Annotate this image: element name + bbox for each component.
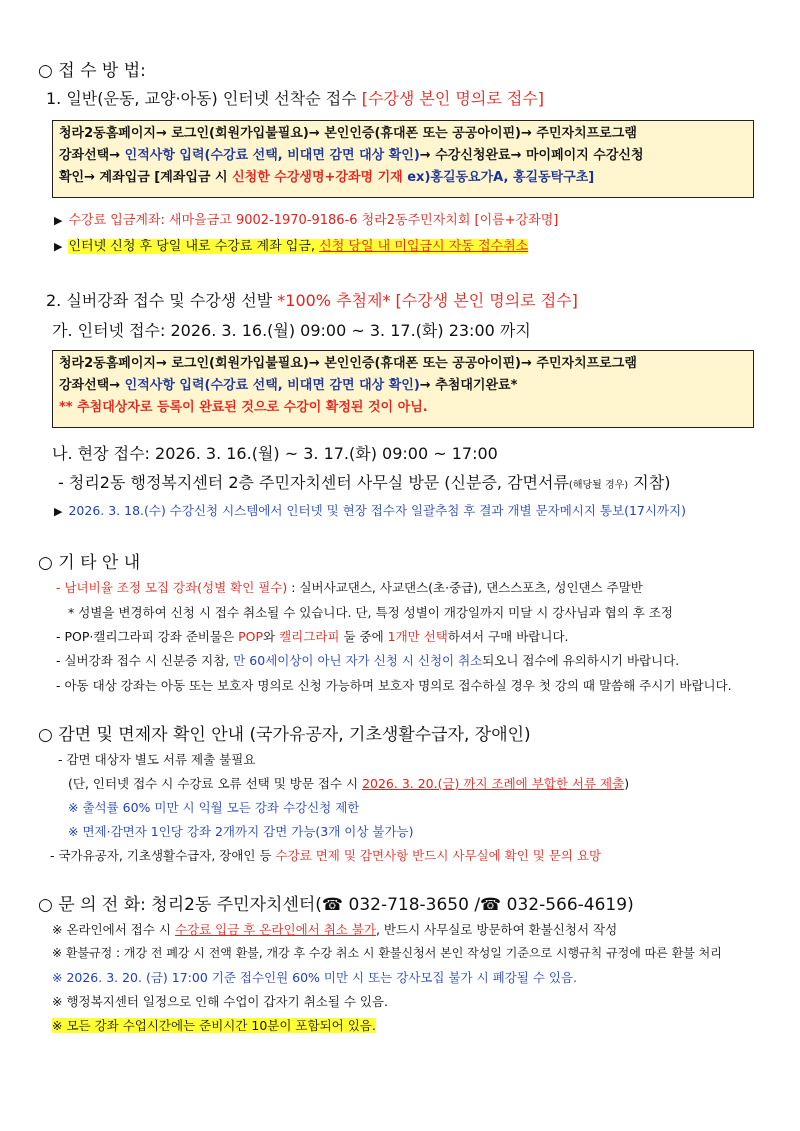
silver-id-age-warning: 만 60세이상이 아닌 자가 신청 시 신청이 취소	[233, 653, 483, 668]
discount-exception-end: )	[624, 776, 630, 791]
online-period: 가. 인터넷 접수: 2026. 3. 16.(월) 09:00 ~ 3. 17.(화) 23:00 까지	[52, 321, 531, 340]
supplies-text-e: 둘 중에	[339, 629, 388, 644]
attendance-rule: ※ 출석률 60% 미만 시 익월 모든 강좌 수강신청 제한	[68, 800, 360, 815]
online-cancel-warning: 수강료 입금 후 온라인에서 취소 불가	[174, 922, 376, 937]
online-cancel-instruction: , 반드시 사무실로 방문하여 환불신청서 작성	[375, 922, 618, 937]
discount-exception-text: (단, 인터넷 접수 시 수강료 오류 선택 및 방문 접수 시	[68, 776, 363, 791]
triangle-bullet-icon: ▶	[54, 505, 63, 518]
child-course-line: - 아동 대상 강좌는 아동 또는 보호자 명의로 신청 가능하며 보호자 명의로 접수하실 경우 첫 강의 때 말씀해 주시기 바랍니다.	[56, 678, 732, 693]
deposit-deadline-text: 인터넷 신청 후 당일 내로 수강료 계좌 입금,	[68, 239, 320, 254]
general-steps-box	[52, 120, 754, 198]
onsite-period: 나. 현장 접수: 2026. 3. 16.(월) ~ 3. 17.(화) 09:00 ~ 17:00	[52, 444, 498, 463]
deposit-deadline-line	[54, 235, 528, 254]
general-course-label: 1. 일반(운동, 교양·아동) 인터넷 선착순 접수	[46, 89, 362, 108]
silver-course-note: *100% 추첨제* [수강생 본인 명의로 접수]	[277, 291, 578, 310]
refund-rule: ※ 환불규정 : 개강 전 폐강 시 전액 환불, 개강 후 수강 취소 시 환불신청서 본인 작성일 기준으로 시행규칙 규정에 따른 환불 처리	[52, 946, 722, 960]
triangle-bullet-icon: ▶	[54, 240, 63, 253]
section-heading-discount: ○ 감면 및 면제자 확인 안내 (국가유공자, 기초생활수급자, 장애인)	[38, 725, 531, 745]
online-cancel-text: ※ 온라인에서 접수 시	[52, 922, 175, 937]
box1-line2a: 강좌선택→	[59, 148, 125, 163]
supplies-pop: POP	[238, 629, 264, 644]
silver-course-label: 2. 실버강좌 접수 및 수강생 선발	[46, 291, 278, 310]
silver-course-title	[46, 288, 578, 311]
onsite-detail	[58, 470, 670, 493]
closure-rule: ※ 2026. 3. 20. (금) 17:00 기준 접수인원 60% 미만 시 또는 강사모집 불가 시 폐강될 수 있음.	[52, 970, 578, 985]
silver-id-text-a: - 실버강좌 접수 시 신분증 지참,	[56, 653, 234, 668]
discount-deadline: 2026. 3. 20.(금) 까지 조례에 부합한 서류 제출	[362, 776, 625, 791]
bank-account-line	[54, 209, 558, 228]
silver-steps-box	[52, 350, 754, 428]
onsite-detail-text: - 청리2동 행정복지센터 2층 주민자치센터 사무실 방문 (신분증, 감면서류	[58, 473, 569, 492]
gender-ratio-courses: : 실버사교댄스, 사교댄스(초·중급), 댄스스포츠, 성인댄스 주말반	[287, 580, 643, 595]
discount-limit-rule: ※ 면제·감면자 1인당 강좌 2개까지 감면 가능(3개 이상 불가능)	[68, 824, 414, 839]
supplies-text-g: 하셔서 구매 바랍니다.	[447, 629, 569, 644]
general-course-note: [수강생 본인 명의로 접수]	[361, 89, 545, 108]
box1-line1: 청라2동홈페이지→ 로그인(회원가입불필요)→ 본인인증(휴대폰 또는 공공아이핀)→ 주민자치프로그램	[59, 126, 637, 141]
box2-line2c: → 추첨대기완료*	[419, 378, 518, 393]
supplies-text-a: - POP·캘리그라피 강좌 준비물은	[56, 629, 239, 644]
general-course-title	[46, 86, 544, 109]
prep-time-text: ※ 모든 강좌 수업시간에는 준비시간 10분이 포함되어 있음.	[52, 1018, 376, 1033]
online-cancel-line	[52, 920, 617, 938]
triangle-bullet-icon: ▶	[54, 214, 63, 227]
section-heading-other: ○ 기 타 안 내	[38, 553, 141, 573]
discount-exception-line	[68, 774, 629, 792]
supplies-choose-one: 1개만 선택	[387, 629, 448, 644]
prep-time-rule	[52, 1016, 376, 1034]
schedule-cancel-rule: ※ 행정복지센터 일정으로 인해 수업이 갑자기 취소될 수 있음.	[52, 994, 389, 1009]
box1-line2c: → 수강신청완료→ 마이페이지 수강신청	[419, 148, 644, 163]
box2-line2b: 인적사항 입력(수강료 선택, 비대면 감면 대상 확인)	[124, 378, 420, 393]
box1-line3c: ex)홍길동요가A, 홍길동탁구초]	[402, 170, 595, 185]
supplies-text-c: 와	[263, 629, 280, 644]
discount-inquiry-required: 수강료 면제 및 감면사항 반드시 사무실에 확인 및 문의 요망	[275, 848, 602, 863]
box2-line3: ** 추첨대상자로 등록이 완료된 것으로 수강이 확정된 것이 아님.	[59, 400, 428, 415]
discount-inquiry-line	[50, 846, 601, 864]
box1-line3a: 확인→ 계좌입금 [계좌입금 시	[59, 170, 233, 185]
section-heading-contact: ○ 문 의 전 화: 청리2동 주민자치센터(☎ 032-718-3650 /☎ 032-566-4619)	[38, 895, 634, 915]
lottery-notice-text: 2026. 3. 18.(수) 수강신청 시스템에서 인터넷 및 현장 접수자 일괄추첨 후 결과 개별 문자메시지 통보(17시까지)	[68, 503, 686, 518]
box1-line2b: 인적사항 입력(수강료 선택, 비대면 감면 대상 확인)	[124, 148, 420, 163]
section-heading-application: ○ 접 수 방 법:	[38, 61, 146, 81]
box2-line2a: 강좌선택→	[59, 378, 125, 393]
auto-cancel-text: 신청 당일 내 미입금시 자동 접수취소	[319, 239, 529, 254]
box1-line3b: 신청한 수강생명+강좌명 기재	[232, 170, 403, 185]
bank-account-text: 수강료 입금계좌: 새마을금고 9002-1970-9186-6 청라2동주민자치회 [이름+강좌명]	[68, 213, 559, 228]
silver-id-line	[56, 651, 679, 669]
gender-ratio-label: - 남녀비율 조정 모집 강좌(성별 확인 필수)	[56, 580, 288, 595]
silver-id-text-c: 되오니 접수에 유의하시기 바랍니다.	[482, 653, 680, 668]
lottery-notice	[54, 501, 686, 519]
box2-line1: 청라2동홈페이지→ 로그인(회원가입불필요)→ 본인인증(휴대폰 또는 공공아이핀)→ 주민자치프로그램	[59, 356, 637, 371]
supplies-line	[56, 627, 569, 645]
discount-inquiry-text: - 국가유공자, 기초생활수급자, 장애인 등	[50, 848, 276, 863]
gender-ratio-line	[56, 578, 643, 596]
onsite-detail-end: 지참)	[628, 473, 671, 492]
discount-docs-line: - 감면 대상자 별도 서류 제출 불필요	[58, 752, 256, 767]
onsite-detail-note: (해당될 경우)	[568, 480, 629, 491]
supplies-calligraphy: 캘리그라피	[279, 629, 340, 644]
gender-change-note: * 성별을 변경하여 신청 시 접수 취소될 수 있습니다. 단, 특정 성별이 개강일까지 미달 시 강사님과 협의 후 조정	[68, 605, 673, 620]
